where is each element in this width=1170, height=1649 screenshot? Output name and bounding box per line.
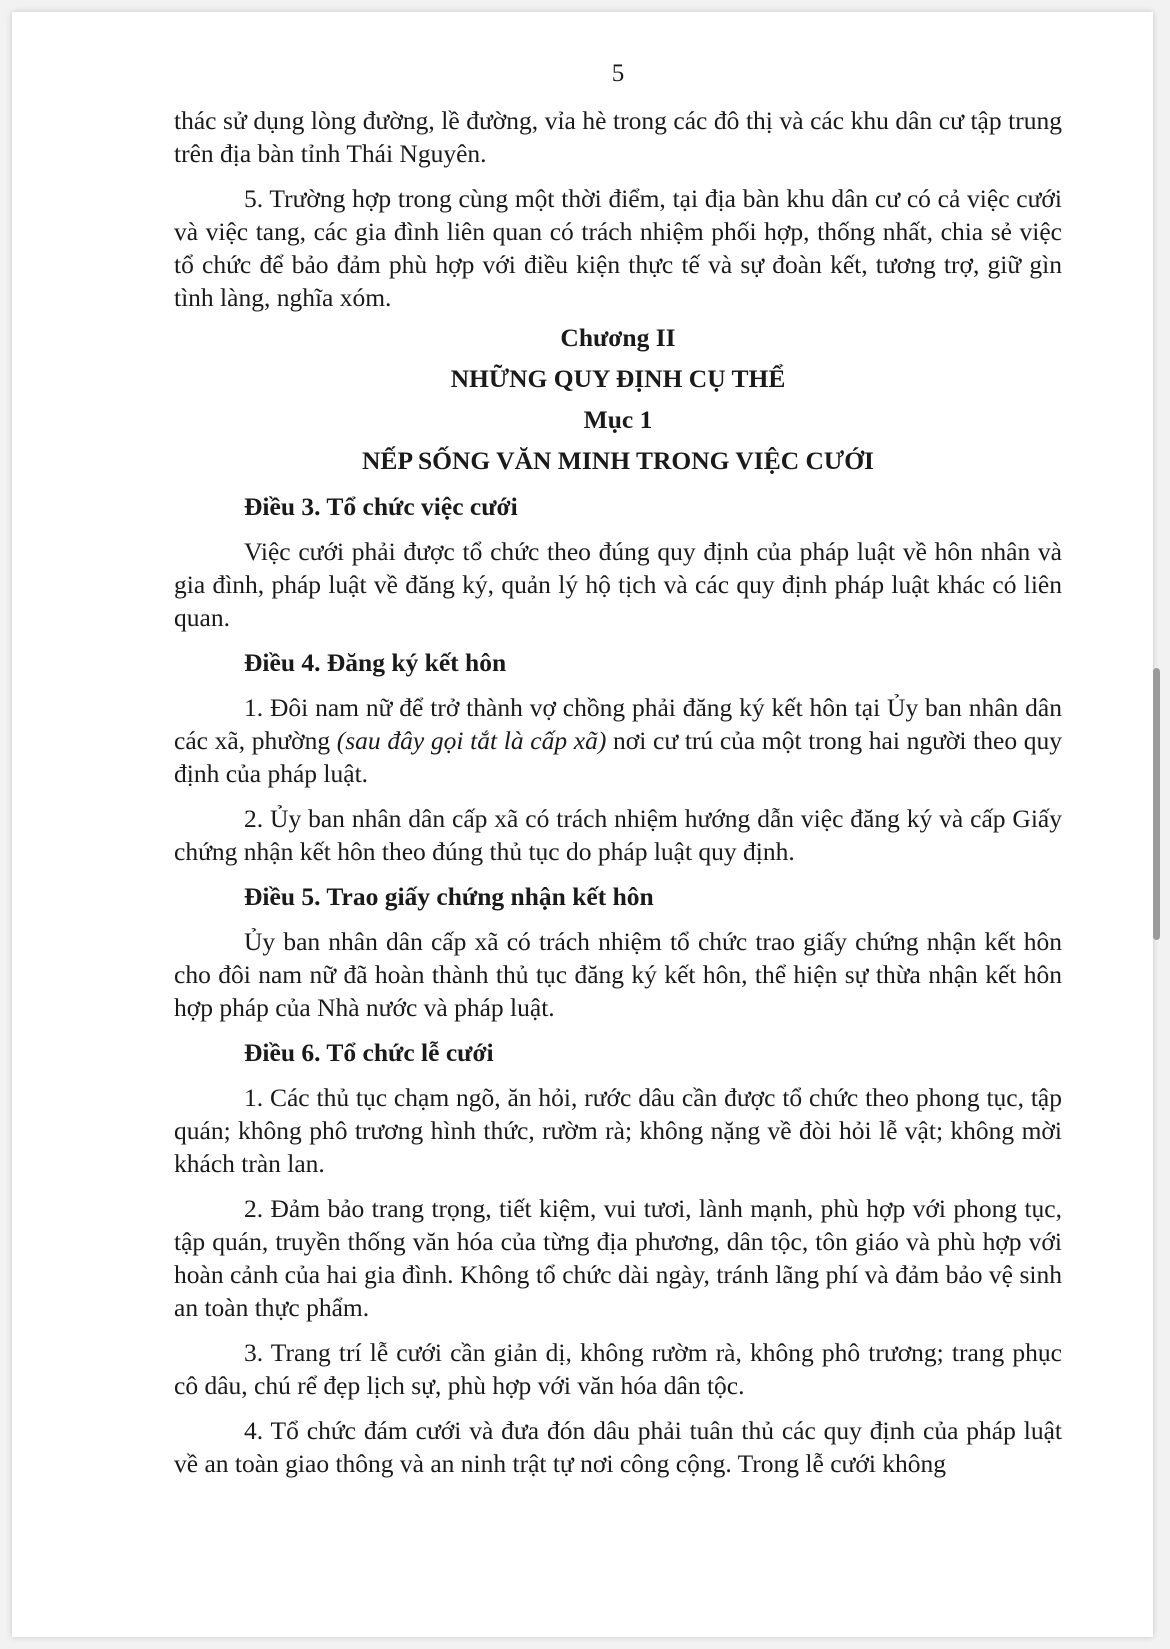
document-page [12, 12, 1153, 1637]
paragraph: Việc cưới phải được tổ chức theo đúng quy định của pháp luật về hôn nhân và gia đình, pháp luật về đăng ký, quản lý hộ tịch và các quy định pháp luật khác có liên quan. [174, 537, 1062, 632]
vertical-scrollbar[interactable] [1153, 668, 1160, 940]
article-title: Điều 6. Tổ chức lễ cưới [244, 1038, 494, 1067]
paragraph: 2. Đảm bảo trang trọng, tiết kiệm, vui tươi, lành mạnh, phù hợp với phong tục, tập quán, truyền thống văn hóa của từng địa phương, dân tộc, tôn giáo và phù hợp với hoàn cảnh của hai gia đình. Không tổ chức dài ngày, tránh lãng phí và đảm bảo vệ sinh an toàn thực phẩm. [174, 1194, 1062, 1322]
article-title: Điều 4. Đăng ký kết hôn [244, 648, 507, 677]
chapter-title: NHỮNG QUY ĐỊNH CỤ THỂ [450, 364, 786, 393]
paragraph: 2. Ủy ban nhân dân cấp xã có trách nhiệm hướng dẫn việc đăng ký và cấp Giấy chứng nhận kết hôn theo đúng thủ tục do pháp luật quy định. [174, 804, 1062, 866]
paragraph: Ủy ban nhân dân cấp xã có trách nhiệm tổ chức trao giấy chứng nhận kết hôn cho đôi nam nữ đã hoàn thành thủ tục đăng ký kết hôn, thể hiện sự thừa nhận kết hôn hợp pháp của Nhà nước và pháp luật. [174, 927, 1062, 1022]
chapter-heading: Chương II [560, 323, 676, 352]
paragraph-text: 1. Đôi nam nữ để trở thành vợ chồng phải đăng ký kết hôn tại Ủy ban nhân dân các xã, phường [174, 693, 1062, 755]
italic-note: (sau đây gọi tắt là cấp xã) [336, 726, 607, 755]
paragraph-text: nơi cư trú của một trong hai người theo quy định của pháp luật. [174, 726, 1063, 788]
paragraph: 3. Trang trí lễ cưới cần giản dị, không rườm rà, không phô trương; trang phục cô dâu, chú rể đẹp lịch sự, phù hợp với văn hóa dân tộc. [174, 1338, 1062, 1400]
section-heading: Mục 1 [583, 405, 653, 434]
paragraph: thác sử dụng lòng đường, lề đường, vỉa hè trong các đô thị và các khu dân cư tập trung trên địa bàn tỉnh Thái Nguyên. [174, 106, 1062, 168]
section-title: NẾP SỐNG VĂN MINH TRONG VIỆC CƯỚI [362, 446, 874, 475]
article-title: Điều 3. Tổ chức việc cưới [244, 492, 518, 521]
page-number: 5 [611, 60, 625, 87]
page-content [174, 58, 1062, 1480]
paragraph [174, 691, 1062, 790]
paragraph: 5. Trường hợp trong cùng một thời điểm, tại địa bàn khu dân cư có cả việc cưới và việc tang, các gia đình liên quan có trách nhiệm phối hợp, thống nhất, chia sẻ việc tổ chức để bảo đảm phù hợp với điều kiện thực tế và sự đoàn kết, tương trợ, giữ gìn tình làng, nghĩa xóm. [174, 184, 1062, 312]
article-title: Điều 5. Trao giấy chứng nhận kết hôn [244, 882, 654, 911]
paragraph: 1. Các thủ tục chạm ngõ, ăn hỏi, rước dâu cần được tổ chức theo phong tục, tập quán; không phô trương hình thức, rườm rà; không nặng về đòi hỏi lễ vật; không mời khách tràn lan. [174, 1083, 1062, 1178]
paragraph: 4. Tổ chức đám cưới và đưa đón dâu phải tuân thủ các quy định của pháp luật về an toàn giao thông và an ninh trật tự nơi công cộng. Trong lễ cưới không [174, 1416, 1062, 1478]
